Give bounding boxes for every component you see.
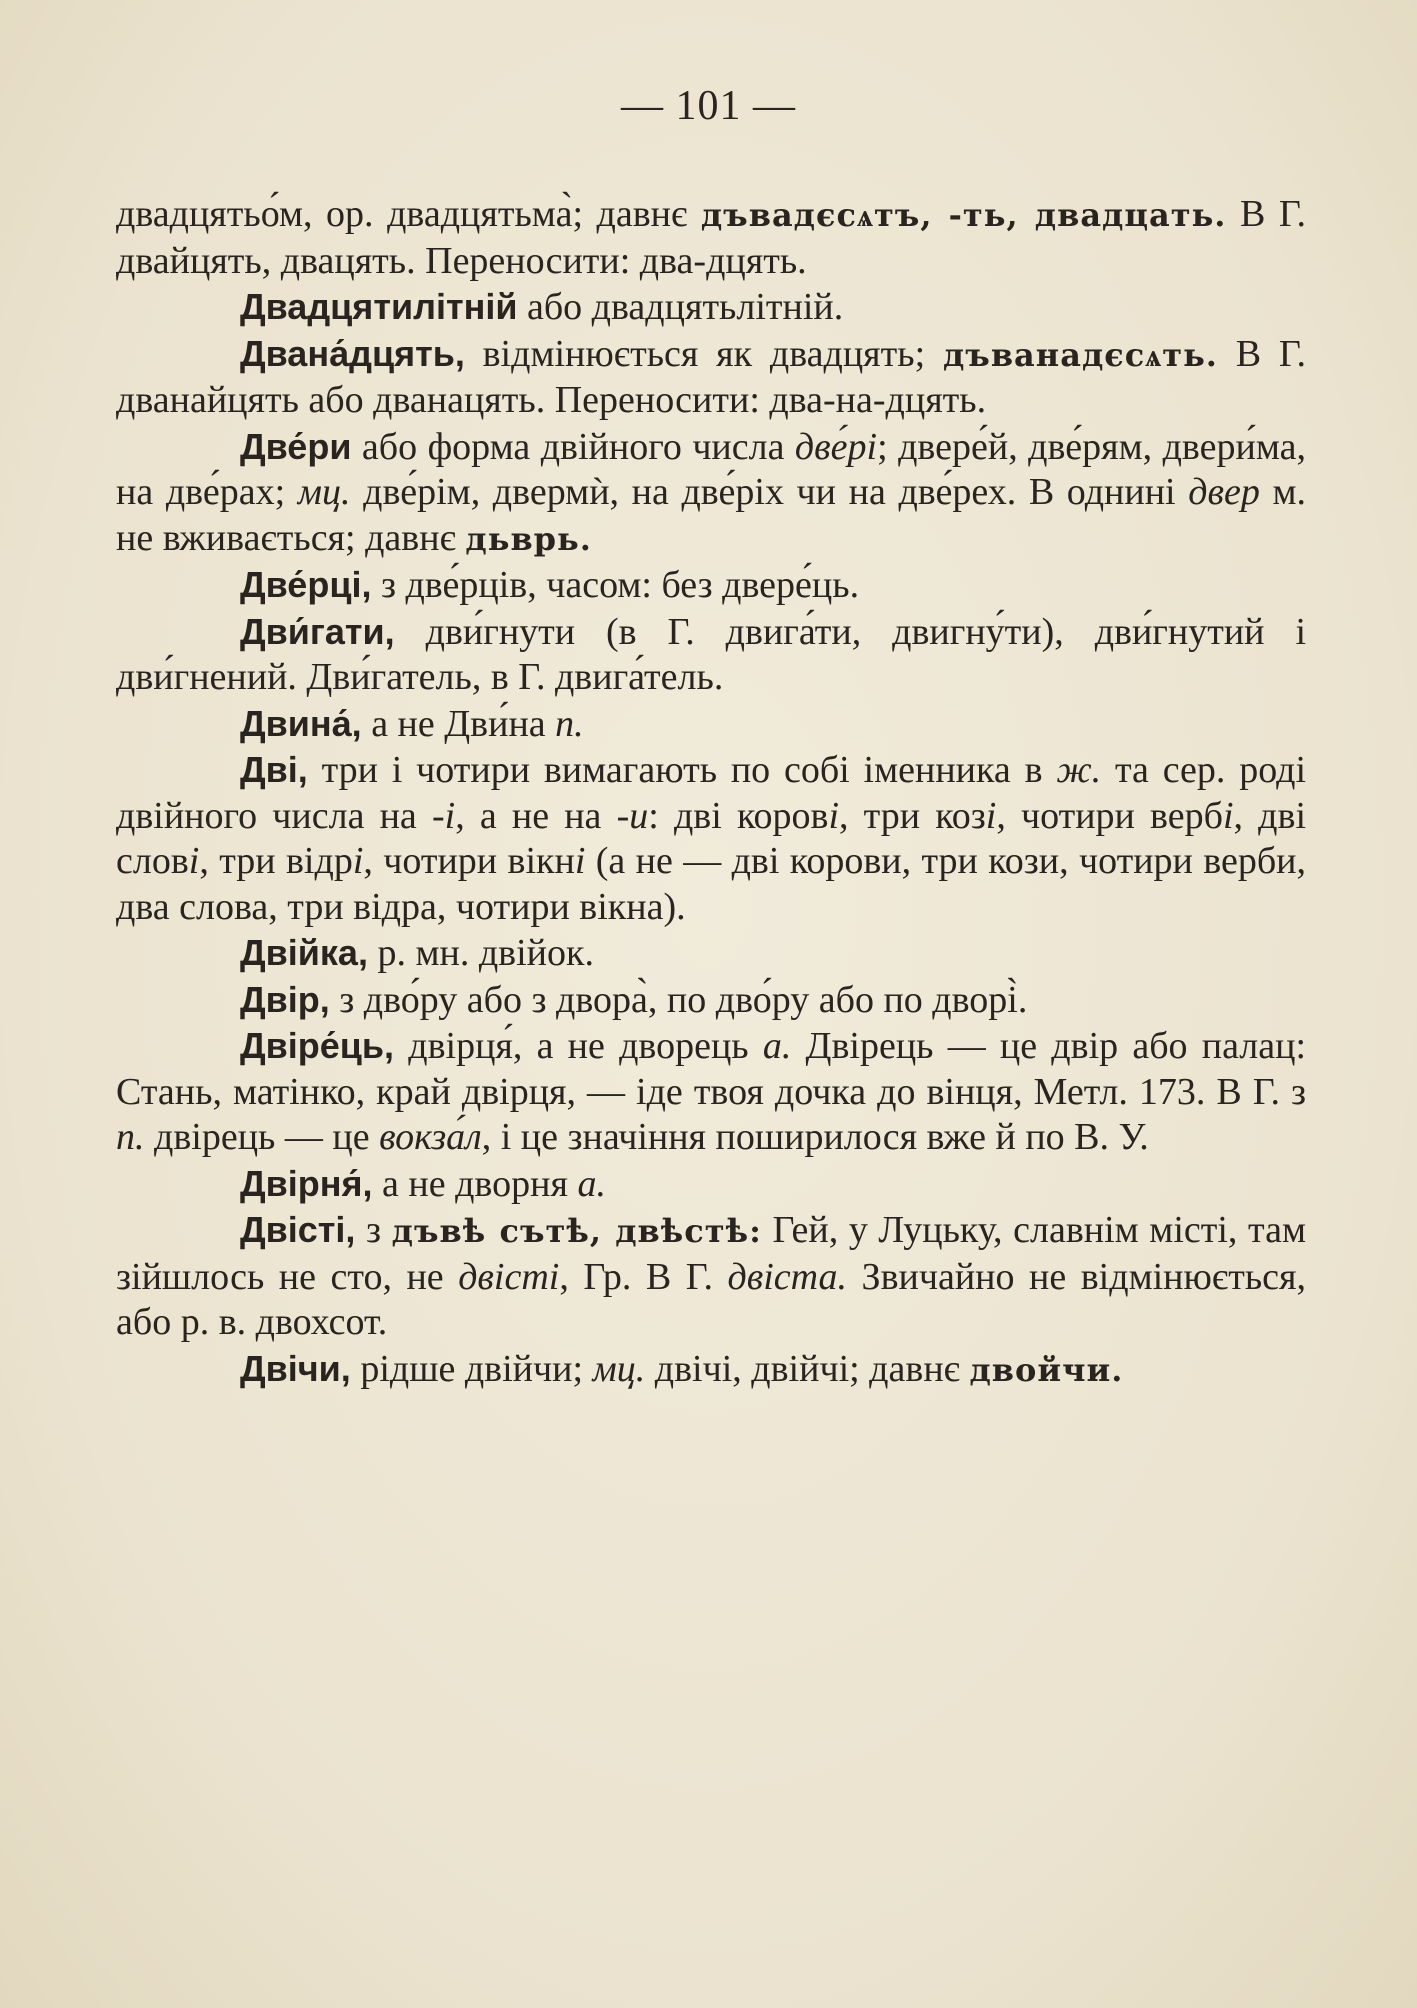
italic-text: -і [431,794,456,837]
entry-text: з дво́ру або з двора̀, по дво́ру або по дворі̀. [329,978,1028,1021]
entry-text: а не Дви́на [361,702,556,745]
entry-text: Двірець — це двір або палац: Стань, матінко, край двірця, — іде твоя дочка до вінця, Метл. 173. В Г. з [116,1025,1307,1113]
entry-text: , три відр [199,840,353,882]
entry-text: , дві слов [116,794,1307,882]
entry-text: : дві коров [648,794,829,837]
italic-text: і [574,840,586,882]
italic-text: двер [1188,471,1260,513]
italic-text: -и [616,794,649,837]
entry-text: або двадцятьлітній. [517,286,844,328]
page-number: — 101 — [621,83,796,129]
dictionary-entry [116,701,1306,748]
headword: Двічи, [240,1347,351,1389]
headword: Двірня́, [240,1162,373,1204]
entry-text: Звичайно не відмінюється, або р. в. двохсот. [116,1255,1306,1343]
dictionary-entry [116,1161,1306,1208]
entry-text: рідше двійчи; [350,1347,593,1390]
headword: Двійка, [240,932,368,973]
entry-text: або форма двійного числа [351,425,795,468]
headword: Дві, [240,749,308,790]
headword: Двір, [240,978,330,1020]
dictionary-entry [116,1023,1306,1161]
dictionary-entry [116,930,1306,977]
headword: Двина́, [240,702,362,744]
dictionary-entry [116,1346,1306,1394]
italic-text: і [985,794,997,837]
entry-text: три і чотири вимагають по собі іменника в [307,749,1057,791]
italic-text: і [188,840,200,882]
dictionary-entry [116,284,1306,331]
entry-text: (а не — дві корови, три кози, чотири верби, два слова, три відра, чотири вікна). [116,840,1307,928]
italic-text: вокза́л [379,1116,482,1158]
italic-text: п. [555,702,584,745]
italic-text: і [828,794,839,837]
entry-text: двірця́, а не дворець [394,1025,763,1067]
entry-text: , три коз [839,794,986,837]
entry-text: з две́рців, часом: без двере́ць. [371,564,860,606]
entry-text: , і це значіння поширилося вже й по В. У. [481,1116,1149,1158]
entry-text: Гей, у Луцьку, славнім місті, там зійшлось не сто, не [116,1209,1307,1298]
dictionary-entry [116,192,1306,284]
italic-text: двісті [458,1255,560,1298]
headword: Двадцятилітній [240,286,518,327]
italic-text: двіста. [727,1255,848,1298]
dictionary-entry [116,562,1306,609]
dictionary-entry [116,1207,1306,1346]
italic-text: і [352,840,364,882]
dictionary-entry [116,977,1306,1024]
old-form: двойчи. [969,1350,1124,1389]
entry-text: двічі, двійчі; давнє [645,1347,970,1390]
italic-text: п. [116,1116,145,1158]
headword: Двана́дцять, [240,332,465,374]
dictionary-entry [116,331,1306,424]
entry-text: В Г. дванайцять або дванацять. Переносити: два-на-дцять. [116,332,1307,421]
old-form: дьврь. [465,519,592,558]
dictionary-entry [116,747,1306,930]
entry-text: , чотири вікн [363,840,575,882]
entry-text: з [355,1209,392,1251]
old-form: дъвадєсѧтъ, -ть, двадцать. [700,196,1227,234]
italic-text: і [1222,794,1234,837]
old-form: дъвѣ сътѣ, двѣстѣ: [391,1212,762,1250]
dictionary-text [116,192,1306,1393]
entry-text: двірець — це [144,1116,380,1158]
headword: Двісті, [240,1209,356,1250]
entry-text: дви́гнути (в Г. двига́ти, двигну́ти), дви́гнутий і дви́гнений. Дви́гатель, в Г. двига́тель. [116,610,1306,698]
italic-text: две́рі [794,425,878,468]
headword: Две́ри [240,425,352,467]
italic-text: ж. [1056,749,1102,791]
entry-text: две́рім, двермѝ, на две́ріх чи на две́рех. В однині [350,471,1189,513]
entry-text: р. мн. двійок. [367,932,594,974]
headword: Дви́гати, [240,610,395,652]
entry-text: , Гр. В Г. [559,1255,728,1298]
entry-text: , а не на [455,794,617,837]
italic-text: а. [577,1162,606,1205]
italic-text: мц. [592,1347,646,1390]
headword: Двіре́ць, [240,1025,395,1066]
italic-text: а. [762,1025,792,1067]
dictionary-entry [116,609,1306,701]
entry-text: ; двере́й, две́рям, двери́ма, на две́рах; [116,425,1306,513]
headword: Две́рці, [240,564,372,605]
italic-text: мц. [297,471,351,513]
entry-text: двадцятьо́м, ор. двадцятьма̀; давнє [116,193,701,235]
entry-text: В Г. двайцять, двацять. Переносити: два-дцять. [116,193,1307,282]
entry-text: відмінюється як двадцять; [464,332,943,375]
dictionary-entry [116,424,1306,563]
entry-text: а не дворня [372,1162,578,1205]
entry-text: м. не вживається; давнє [116,471,1306,559]
entry-text: , чотири верб [996,794,1223,837]
entry-text: та сер. роді двійного числа на [116,749,1307,837]
old-form: дъванадєсѧть. [942,335,1218,374]
